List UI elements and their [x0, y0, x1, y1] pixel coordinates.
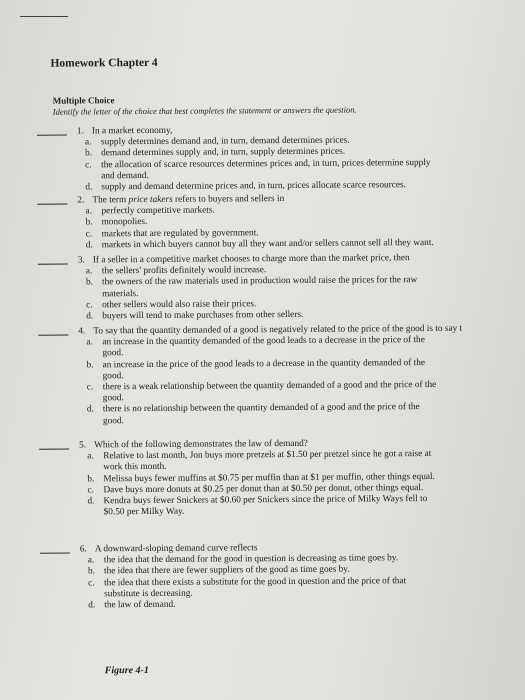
choice-letter: a.	[84, 137, 92, 148]
choice-letter: c.	[88, 577, 95, 588]
choice-d	[38, 308, 525, 323]
figure-label: Figure 4-1	[104, 664, 149, 677]
question-stem: A downward-sloping demand curve reflects	[94, 543, 258, 555]
choice-letter: d.	[85, 182, 93, 193]
question-2	[37, 192, 525, 252]
choice-text: supply determines demand and, in turn, demand determines prices.	[100, 135, 350, 148]
choice-d	[40, 597, 525, 612]
answer-blank[interactable]	[37, 204, 67, 205]
choice-text: the owners of the raw materials used in production would raise the prices for the raw	[101, 275, 418, 288]
choice-letter: c.	[86, 300, 93, 311]
choice-text-continued	[39, 413, 525, 428]
question-number: 6.	[79, 544, 87, 555]
choice-letter: d.	[86, 404, 94, 415]
choice-text-line: $0.50 per Milky Way.	[103, 506, 185, 518]
choice-d	[38, 237, 525, 252]
choice-text: the sellers' profits definitely would increase.	[101, 265, 267, 277]
choice-text-line: good.	[102, 348, 124, 359]
answer-blank[interactable]	[39, 449, 69, 450]
choice-text-line: good.	[102, 393, 124, 404]
answer-blank[interactable]	[37, 135, 67, 136]
choice-text: Melissa buys fewer muffins at $0.75 per muffin than at $1 per muffin, other things equal.	[103, 471, 435, 484]
answer-blank[interactable]	[40, 553, 70, 554]
question-number: 1.	[76, 126, 84, 137]
choice-text: markets that are regulated by government.	[101, 227, 259, 239]
question-4	[38, 323, 525, 427]
question-stem: To say that the quantity demanded of a good is negatively related to the price of the good is to say t	[93, 323, 463, 337]
choice-text: an increase in the price of the good leads to a decrease in the quantity demanded of the	[102, 357, 426, 370]
choice-text-line: good.	[102, 415, 124, 426]
answer-blank[interactable]	[38, 335, 68, 336]
question-6	[40, 541, 525, 612]
question-1	[37, 123, 525, 194]
choice-letter: b.	[86, 359, 94, 370]
choice-letter: d.	[85, 240, 93, 251]
question-3	[38, 252, 525, 323]
choice-text: the idea that the demand for the good in question is decreasing as time goes by.	[103, 553, 399, 566]
choice-text: perfectly competitive markets.	[101, 205, 215, 217]
choice-letter: b.	[87, 473, 95, 484]
section-heading: Multiple Choice	[52, 95, 115, 106]
choice-text: there is a weak relationship between the quantity demanded of a good and the price of the	[102, 379, 437, 393]
choice-text: monopolies.	[101, 217, 148, 228]
choice-letter: b.	[85, 277, 93, 288]
choice-text: other sellers would also raise their prices.	[102, 298, 257, 311]
choice-text: Kendra buys fewer Snickers at $0.60 per Snickers since the price of Milky Ways fell to	[103, 493, 428, 507]
choice-letter: d.	[87, 496, 95, 507]
choice-letter: c.	[86, 382, 94, 393]
choice-letter: c.	[87, 485, 94, 496]
choice-text: the idea that there are fewer suppliers of the good as time goes by.	[103, 564, 350, 577]
choice-text: Relative to last month, Jon buys more pretzels at $1.50 per pretzel since he got a raise at	[103, 449, 432, 462]
choice-text: Dave buys more donuts at $0.25 per donut than at $0.50 per donut, other things equal.	[103, 482, 424, 496]
choice-text-line: good.	[102, 370, 124, 382]
question-stem: In a market economy,	[91, 125, 173, 137]
choice-letter: a.	[87, 451, 94, 462]
choice-letter: c.	[85, 159, 92, 170]
choice-text-line: work this month.	[103, 462, 167, 473]
choice-text-line: materials.	[102, 288, 139, 299]
choice-letter: d.	[88, 600, 96, 611]
question-stem: The term price takers refers to buyers and sellers in	[92, 194, 285, 206]
instructions-text: Identify the letter of the choice that best completes the statement or answers the question.	[52, 104, 357, 117]
choice-d	[37, 179, 525, 194]
choice-letter: a.	[87, 555, 95, 566]
choice-letter: a.	[86, 337, 93, 348]
question-number: 2.	[77, 195, 85, 206]
choice-text: the allocation of scarce resources determines prices and, in turn, prices determine supply	[101, 157, 431, 170]
answer-blank[interactable]	[38, 264, 68, 265]
question-stem: If a seller in a competitive market chooses to charge more than the market price, then	[92, 253, 410, 266]
choice-text: there is no relationship between the quantity demanded of a good and the price of the	[102, 402, 420, 415]
choice-text-continued	[40, 504, 525, 519]
choice-letter: d.	[86, 311, 94, 322]
choice-text: supply and demand determine prices and, in turn, prices allocate scarce resources.	[101, 180, 406, 193]
page-title: Homework Chapter 4	[50, 56, 158, 70]
choice-letter: c.	[85, 228, 93, 239]
question-5	[39, 437, 525, 519]
choice-letter: b.	[85, 148, 93, 159]
choice-letter: b.	[87, 566, 96, 577]
question-number: 3.	[77, 255, 85, 266]
choice-letter: a.	[85, 266, 93, 277]
choice-text: the idea that there exists a substitute for the good in question and the price of that	[104, 575, 407, 588]
question-number: 4.	[78, 326, 86, 337]
choice-letter: b.	[85, 217, 93, 228]
question-stem: Which of the following demonstrates the law of demand?	[94, 438, 308, 451]
choice-letter: a.	[85, 206, 92, 217]
choice-text-line: substitute is decreasing.	[104, 588, 193, 600]
choice-text: buyers will tend to make purchases from other sellers.	[102, 309, 304, 322]
choice-text-line: and demand.	[101, 170, 149, 182]
choice-text: demand determines supply and, in turn, supply determines prices.	[101, 146, 346, 159]
choice-text: an increase in the quantity demanded of the good leads to a decrease in the price of the	[102, 335, 425, 348]
choice-text: markets in which buyers cannot buy all they want and/or sellers cannot sell all they want.	[101, 237, 434, 251]
choice-text: the law of demand.	[104, 599, 176, 611]
question-number: 5.	[79, 440, 87, 451]
